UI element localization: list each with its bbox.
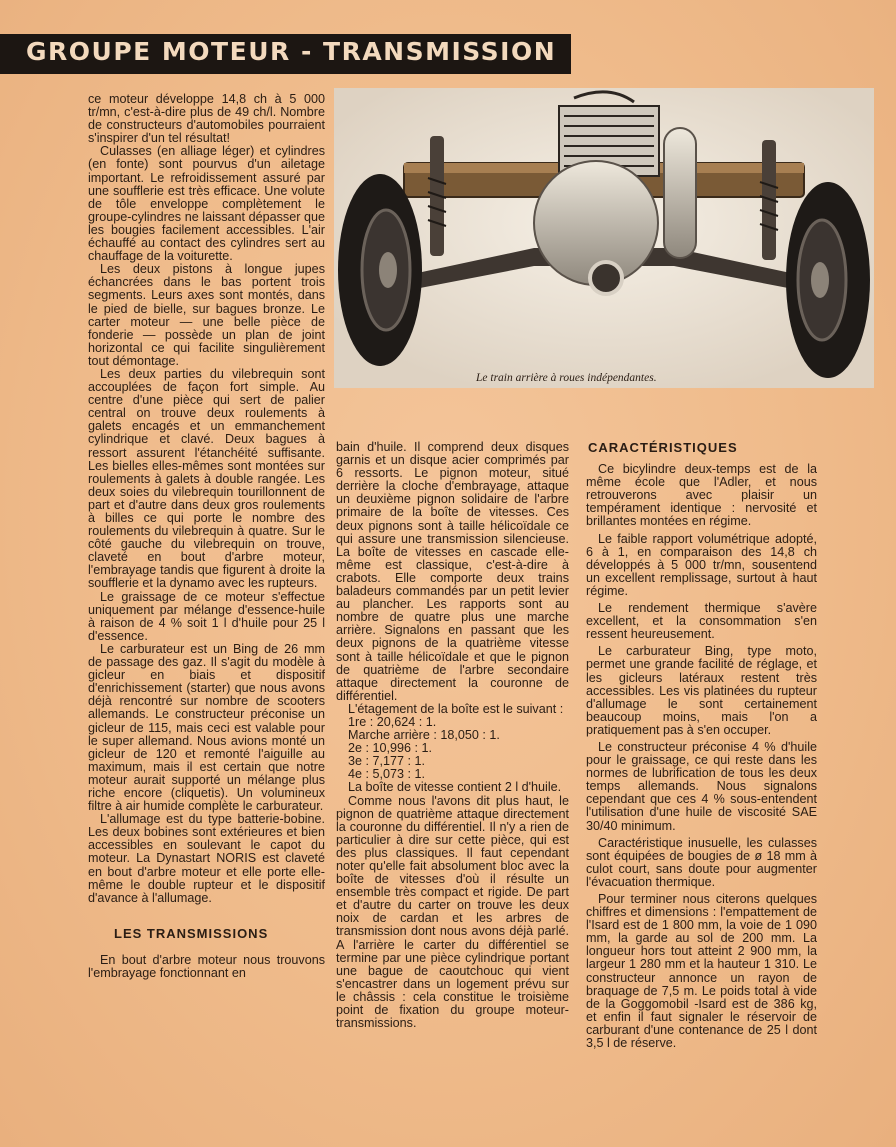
gear-ratio: 4e : 5,073 : 1. (348, 767, 426, 782)
col2-paragraph: Comme nous l'avons dit plus haut, le pignon de quatrième attaque directement la couronne du différentiel. Il n'y a rien de particulier à dire sur cette pièce, qui est des plus classiques. Il faut cependant noter qu'elle fait absolument bloc avec la boîte de vitesses d'où il résulte un ensemble très compact et rigide. De part et d'autre du carter on trouve les deux noix de cardan et les arbres de transmission dont nous avons déjà parlé. A l'arrière le carter du différentiel se termine par une pièce cylindrique portant une bague de caoutchouc qui vient s'encastrer dans un logement prévu sur le châssis : cela constitue le troisième point de fixation du groupe moteur-transmissions. (336, 793, 569, 1031)
page-title: GROUPE MOTEUR - TRANSMISSION (26, 37, 557, 66)
section-heading-caracteristiques: CARACTÉRISTIQUES (588, 440, 738, 455)
rear-axle-photo (334, 88, 874, 388)
col1-paragraph: Les deux parties du vilebrequin sont accouplées de façon fort simple. Au centre d'une pièce qui sert de palier central on trouve deux roulements à galets encagés et un emmanchement cylindrique et clavé. Deux bagues à ressort assurent l'étanchéité suffisante. Les bielles elles-mêmes sont montées sur roulements à galets à double rangée. Les deux soies du vilebrequin tourillonnent de part et d'autre dans deux gros roulements à billes ce qui porte le nombre des roulements du vilebrequin à quatre. Sur le côté gauche du vilebrequin on trouve, claveté en bout d'arbre moteur, l'embrayage tandis que figurent à droite la soufflerie et la dynamo avec les rupteurs. (88, 366, 325, 591)
col3-paragraph: Ce bicylindre deux-temps est de la même école que l'Adler, et nous retrouverons avec plaisir un tempérament identique : nervosité et brillantes montées en régime. (586, 462, 817, 529)
col2-paragraph: L'étagement de la boîte est le suivant : (348, 701, 564, 716)
col3-paragraph: Le carburateur Bing, type moto, permet une grande facilité de réglage, et les gicleurs latéraux restent très accessibles. Les vis platinées du rupteur d'allumage le sont certainement beaucoup moins, mais l'on a pratiquement pas à s'en occuper. (586, 644, 817, 737)
column-1 (88, 93, 325, 980)
col3-paragraph: Pour terminer nous citerons quelques chiffres et dimensions : l'empattement de l'Isard est de 1 800 mm, la voie de 1 090 mm, la garde au sol de 200 mm. La longueur hors tout atteint 2 900 mm, la largeur 1 280 mm et la hauteur 1 310. Le constructeur annonce un rayon de braquage de 7,5 m. Le poids total à vide de la Goggomobil -Isard est de 386 kg, et enfin il faut signaler le réservoir de carburant d'une contenance de 25 l dont 3,5 l de réserve. (586, 892, 817, 1051)
col1-paragraph: ce moteur développe 14,8 ch à 5 000 tr/mn, c'est-à-dire plus de 49 ch/l. Nombre de constructeurs d'automobiles pourraient s'inspirer d'un tel résultat! (88, 92, 325, 146)
col3-paragraph: Le faible rapport volumétrique adopté, 6 à 1, en comparaison des 14,8 ch développés à 5 000 tr/mn, sousentend un excellent remplissage, surtout à haut régime. (586, 531, 817, 598)
section-heading-transmissions: LES TRANSMISSIONS (114, 925, 269, 941)
col1-paragraph: En bout d'arbre moteur nous trouvons l'embrayage fonctionnant en (88, 952, 325, 980)
col1-paragraph: Le graissage de ce moteur s'effectue uniquement par mélange d'essence-huile à raison de 4 % soit 1 l d'huile pour 25 l d'essence. (88, 589, 325, 643)
col3-paragraph: Caractéristique inusuelle, les culasses sont équipées de bougies de ø 18 mm à culot court, sans doute pour augmenter l'évacuation thermique. (586, 835, 817, 889)
col1-paragraph: Culasses (en alliage léger) et cylindres (en fonte) sont pourvus d'un ailetage important. Le refroidissement assuré par une soufflerie est très efficace. Une volute de tôle enveloppe complètement le groupe-cylindres ne laissant dépasser que les bougies facilement accessibles. L'air échauffé au contact des cylindres sert au chauffage de la voiturette. (88, 144, 325, 264)
col2-paragraph: La boîte de vitesse contient 2 l d'huile. (348, 780, 562, 795)
col1-paragraph: L'allumage est du type batterie-bobine. Les deux bobines sont extérieures et bien accessibles en soulevant le capot du moteur. La Dynastart NORIS est claveté en bout d'arbre moteur et elle porte elle-même le double rupteur et le dispositif d'avance à l'allumage. (88, 812, 325, 905)
col1-paragraph: Le carburateur est un Bing de 26 mm de passage des gaz. Il s'agit du modèle à gicleur en biais et dispositif d'enrichissement (starter) que nous avons déjà rencontré sur nombre de scooters allemands. Le constructeur préconise un gicleur de 115, mais ceci est valable pour le super allemand. Nous avions monté un gicleur de 120 et remonté l'aiguille au maximum, mais il est certain que notre moteur aurait supporté un mélange plus riche encore (cliquetis). Un volumineux filtre à air humide complète le carburateur. (88, 641, 325, 814)
col2-paragraph: bain d'huile. Il comprend deux disques garnis et un disque acier comprimés par 6 ressorts. Le pignon moteur, situé derrière la cloche d'embrayage, attaque un deuxième pignon solidaire de l'arbre primaire de la boîte de vitesses. Ces deux pignons sont à taille hélicoïdale ce qui assure une transmission silencieuse. La boîte de vitesses en cascade elle-même est classique, c'est-à-dire à crabots. Elle comporte deux trains baladeurs commandés par un petit levier au plancher. Les rapports sont au nombre de quatre plus une marche arrière. Signalons en passant que les deux pignons de la quatrième vitesse sont à taille hélicoïdale et que le pignon de quatrième de l'arbre secondaire attaque directement la couronne de différentiel. (336, 440, 569, 703)
gear-ratio: 1re : 20,624 : 1. (348, 714, 437, 729)
title-banner (0, 34, 571, 74)
photo-caption: Le train arrière à roues indépendantes. (476, 372, 657, 384)
col3-paragraph: Le constructeur préconise 4 % d'huile pour le graissage, ce qui reste dans les normes de lubrification de tous les deux temps allemands. Nous signalons cependant que ces 4 % sous-entendent l'utilisation d'une huile de viscosité SAE 30/40 minimum. (586, 739, 817, 833)
gear-ratio: 2e : 10,996 : 1. (348, 741, 433, 756)
col1-paragraph: Les deux pistons à longue jupes échancrées dans le bas portent trois segments. Leurs axes sont montés, dans le pied de bielle, sur bagues bronze. Le carter moteur — une belle pièce de fonderie — possède un plan de joint horizontal ce qui facilite singulièrement tout démontage. (88, 262, 325, 368)
column-2 (336, 441, 569, 1030)
col3-paragraph: Le rendement thermique s'avère excellent, et la consommation s'en ressent heureusement. (586, 601, 817, 642)
column-3 (586, 441, 817, 1050)
gear-ratio: 3e : 7,177 : 1. (348, 754, 426, 769)
gear-ratio: Marche arrière : 18,050 : 1. (348, 728, 500, 743)
